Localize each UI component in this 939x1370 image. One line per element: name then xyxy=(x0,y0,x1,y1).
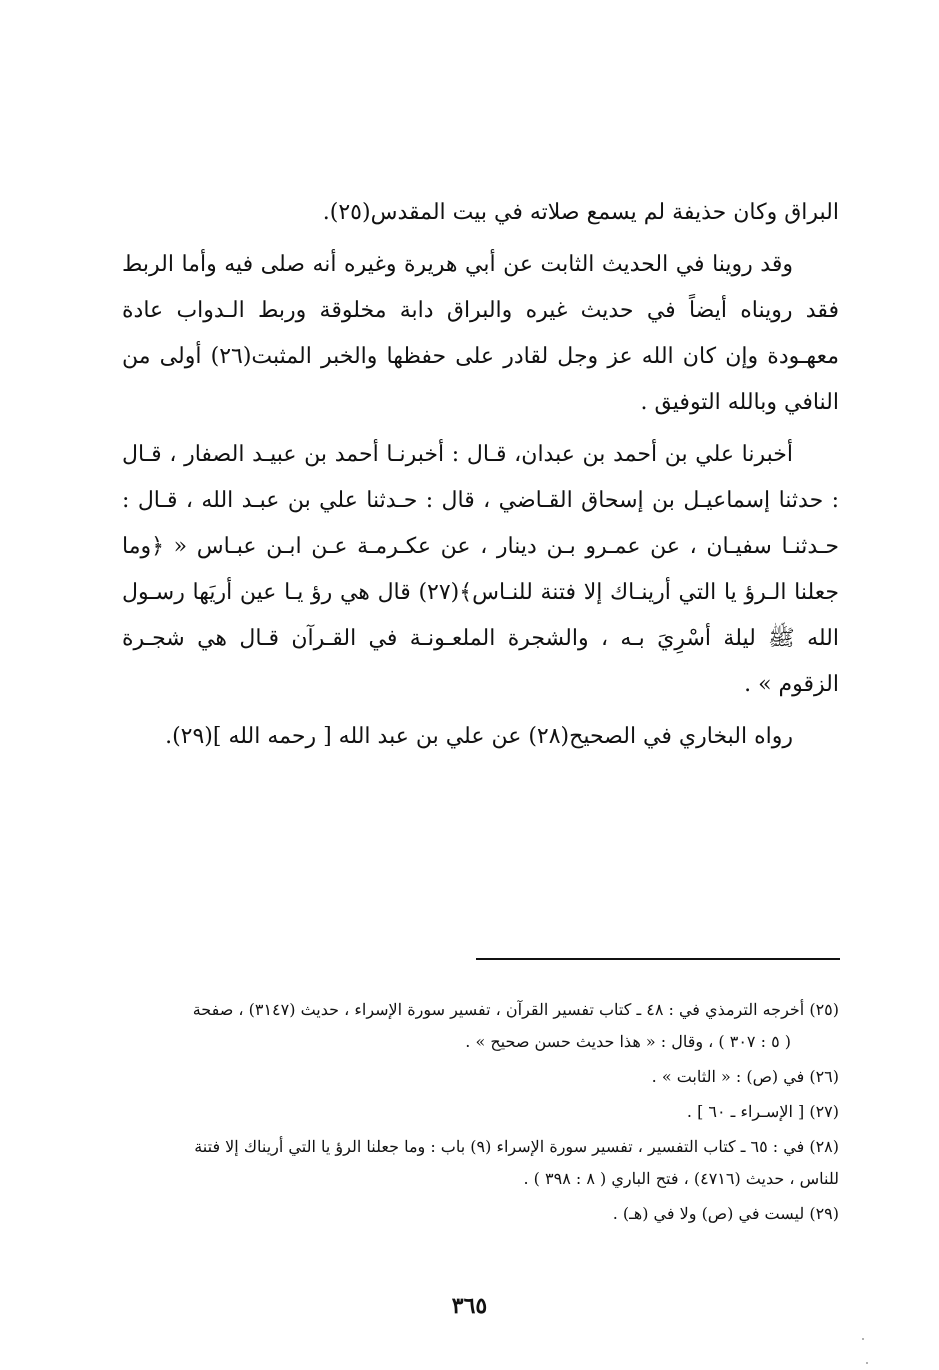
paragraph-1: البراق وكان حذيفة لم يسمع صلاته في بيت المقدس(٢٥). xyxy=(322,200,839,225)
scan-speck xyxy=(862,1338,864,1340)
paragraph-2: وقد روينا في الحديث الثابت عن أبي هريرة وغيره أنه صلى فيه وأما الربط فقد رويناه أيضاً في حديث غيره والبراق دابة مخلوقة وربط الـدواب عادة معهـودة وإن كان الله عز وجل لقادر على حفظها والخبر المثبت(٢٦) أولى من النافي وبالله التوفيق . xyxy=(122,252,839,415)
page-number: ٣٦٥ xyxy=(451,1293,488,1319)
footnote-28-line2: للناس ، حديث (٤٧١٦) ، فتح الباري ( ٨ : ٣٩٨ ) . xyxy=(523,1169,839,1188)
footnote-28-line1: (٢٨) في : ٦٥ ـ كتاب التفسير ، تفسير سورة الإسراء (٩) باب : وما جعلنا الرؤ يا التي أريناك إلا فتنة xyxy=(194,1137,839,1156)
scan-speck xyxy=(866,1362,868,1364)
main-text xyxy=(122,190,839,766)
footnote-25-line2: ( ٥ : ٣٠٧ ) ، وقال : « هذا حديث حسن صحيح » . xyxy=(465,1032,791,1051)
footnote-29-line1: (٢٩) ليست في (ص) ولا في (هـ) . xyxy=(612,1204,839,1223)
paragraph-4: رواه البخاري في الصحيح(٢٨) عن علي بن عبد الله [ رحمه الله ](٢٩). xyxy=(165,724,793,749)
footnote-separator xyxy=(476,958,840,960)
paragraph-3: أخبرنا علي بن أحمد بن عبدان، قـال : أخبرنـا أحمد بن عبيـد الصفار ، قـال : حدثنا إسماعيـل بن إسحاق القـاضي ، قال : حـدثنا علي بن عبـد الله ، قـال : حـدثنـا سفيـان ، عن عمـرو بـن دينار ، عن عكـرمـة عـن ابـن عبـاس « ﴿وما جعلنا الـرؤ يا التي أرينـاك إلا فتنة للنـاس﴾(٢٧) قال هي رؤ يـا عين أريَها رسـول الله ﷺ ليلة أسْرِيَ بـه ، والشجرة الملعـونـة في القـرآن قـال هي شجـرة الزقوم » . xyxy=(122,442,839,697)
footnote-27-line1: (٢٧) [ الإسـراء ـ ٦٠ ] . xyxy=(686,1102,839,1121)
footnote-26-line1: (٢٦) في (ص) : « الثابت » . xyxy=(651,1067,839,1086)
footnote-29 xyxy=(118,1198,839,1230)
footnote-27 xyxy=(118,1096,839,1128)
footnote-26 xyxy=(118,1061,839,1093)
footnote-25-line1: (٢٥) أخرجه الترمذي في : ٤٨ ـ كتاب تفسير القرآن ، تفسير سورة الإسراء ، حديث (٣١٤٧) ، صفحة xyxy=(192,1000,839,1019)
footnote-28 xyxy=(118,1131,839,1195)
footnote-25 xyxy=(118,994,839,1058)
footnotes xyxy=(118,994,839,1233)
